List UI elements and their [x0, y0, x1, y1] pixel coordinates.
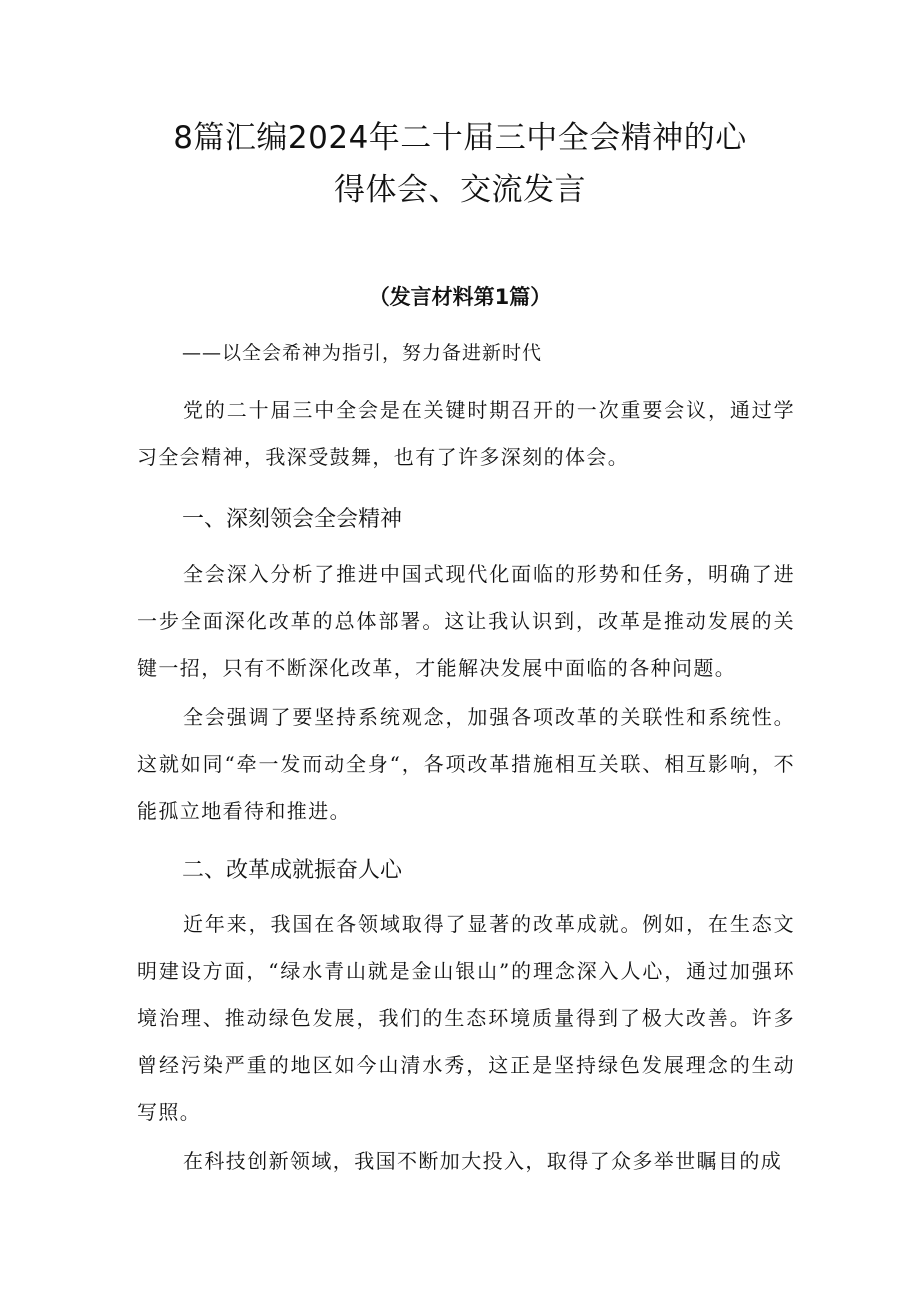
paragraph-3: 近年来，我国在各领域取得了显著的改革成就。例如，在生态文明建设方面，“绿水青山就是金山银山”的理念深入人心，通过加强环境治理、推动绿色发展，我们的生态环境质量得到了极大改善。许多曾经污染严重的地区如今山清水秀，这正是坚持绿色发展理念的生动写照。 — [137, 912, 795, 1124]
heading-two: 二、改革成就振奋人心 — [182, 858, 403, 883]
paragraph-2: 全会强调了要坚持系统观念，加强各项改革的关联性和系统性。这就如同“牵一发而动全身“，各项改革措施相互关联、相互影响，不能孤立地看待和推进。 — [137, 705, 795, 823]
section-label: （发言材料第1篇） — [368, 285, 552, 309]
subtitle: ——以全会希神为指引，努力备进新时代 — [182, 342, 543, 364]
title-line-2: 得体会、交流发言 — [334, 172, 586, 208]
paragraph-intro: 党的二十届三中全会是在关键时期召开的一次重要会议，通过学习全会精神，我深受鼓舞，也有了许多深刻的体会。 — [137, 398, 795, 469]
document-title — [130, 112, 790, 216]
paragraph-1: 全会深入分析了推进中国式现代化面临的形势和任务，明确了进一步全面深化改革的总体部署。这让我认识到，改革是推动发展的关键一招，只有不断深化改革，才能解决发展中面临的各种问题。 — [137, 562, 795, 680]
heading-one: 一、深刻领会全会精神 — [182, 507, 403, 532]
paragraph-4: 在科技创新领域，我国不断加大投入，取得了众多举世瞩目的成 — [183, 1149, 783, 1173]
title-line-1: 8篇汇编2024年二十届三中全会精神的心 — [173, 120, 747, 156]
